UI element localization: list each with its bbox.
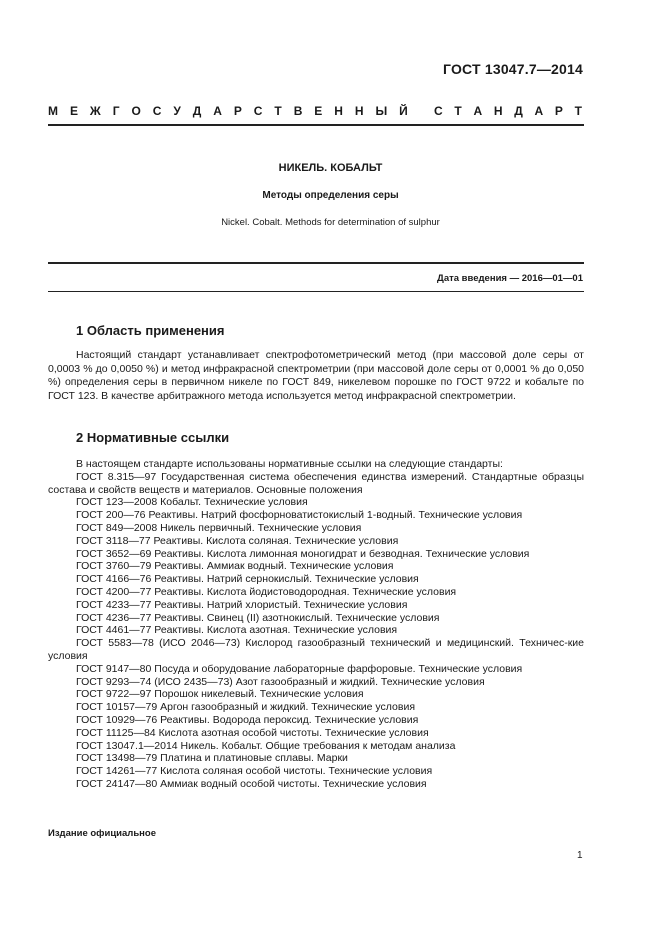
- banner-letter: Н: [334, 104, 343, 118]
- reference-item: ГОСТ 14261—77 Кислота соляная особой чистоты. Технические условия: [76, 765, 433, 778]
- official-edition-label: Издание официальное: [48, 828, 156, 839]
- interstate-standard-banner: [48, 104, 582, 118]
- banner-letter: Р: [554, 104, 563, 118]
- banner-letter: Н: [354, 104, 364, 118]
- english-title: Nickel. Cobalt. Methods for determination of sulphur: [221, 217, 440, 228]
- header-rule: [48, 124, 584, 126]
- section-1-heading: 1 Область применения: [76, 323, 225, 338]
- banner-letter: С: [253, 104, 263, 118]
- normative-references-list: [48, 458, 584, 791]
- title-divider: [48, 262, 584, 264]
- reference-item: ГОСТ 5583—78 (ИСО 2046—73) Кислород газообразный технический и медицинский. Техничес-кие условия: [48, 637, 584, 662]
- reference-item: ГОСТ 9722—97 Порошок никелевый. Технические условия: [76, 688, 364, 701]
- banner-letter: Й: [399, 104, 408, 118]
- banner-letter: Д: [514, 104, 523, 118]
- reference-item: ГОСТ 4200—77 Реактивы. Кислота йодистоводородная. Технические условия: [76, 585, 457, 598]
- banner-letter: С: [434, 104, 443, 118]
- reference-item: ГОСТ 849—2008 Никель первичный. Технические условия: [76, 521, 362, 534]
- reference-item: ГОСТ 4461—77 Реактивы. Кислота азотная. Технические условия: [76, 624, 398, 637]
- banner-letter: В: [293, 104, 303, 118]
- banner-letter: Е: [69, 104, 78, 118]
- document-code: ГОСТ 13047.7—2014: [443, 61, 583, 77]
- banner-letter: С: [152, 104, 162, 118]
- reference-item: ГОСТ 11125—84 Кислота азотная особой чистоты. Технические условия: [76, 726, 429, 739]
- reference-item: ГОСТ 9147—80 Посуда и оборудование лабораторные фарфоровые. Технические условия: [76, 662, 523, 675]
- document-title: НИКЕЛЬ. КОБАЛЬТ: [278, 162, 383, 174]
- banner-letter: Н: [493, 104, 503, 118]
- reference-item: ГОСТ 10157—79 Аргон газообразный и жидкий. Технические условия: [76, 701, 416, 714]
- reference-item: ГОСТ 3118—77 Реактивы. Кислота соляная. Технические условия: [76, 534, 399, 547]
- section-2-heading: 2 Нормативные ссылки: [76, 430, 230, 445]
- banner-letter: Ы: [375, 104, 388, 118]
- banner-letter: А: [534, 104, 544, 118]
- banner-letter: Г: [112, 104, 120, 118]
- banner-letter: А: [473, 104, 483, 118]
- date-divider: [48, 291, 584, 292]
- banner-letter: Т: [574, 104, 582, 118]
- page-number: 1: [577, 850, 583, 861]
- reference-item: ГОСТ 13498—79 Платина и платиновые сплавы. Марки: [76, 752, 348, 765]
- banner-letter: Ж: [89, 104, 101, 118]
- banner-letter: Е: [314, 104, 323, 118]
- reference-item: ГОСТ 9293—74 (ИСО 2435—73) Азот газообразный и жидкий. Технические условия: [76, 675, 485, 688]
- banner-letter: Т: [454, 104, 462, 118]
- banner-letter: Д: [192, 104, 202, 118]
- section-1-paragraph: Настоящий стандарт устанавливает спектрофотометрический метод (при массовой доле серы от 0,0003 % до 0,0050 %) и метод инфракрасной спектрометрии (при массовой доле серы от 0,0001 % до 0,050 %) определения серы в первичном никеле по ГОСТ 849, никелевом порошке по ГОСТ 9722 и кобальте по ГОСТ 123. В качестве арбитражного метода используется метод инфракрасной спектрометрии.: [48, 349, 584, 402]
- reference-item: ГОСТ 200—76 Реактивы. Натрий фосфорноватистокислый 1-водный. Технические условия: [76, 509, 523, 522]
- banner-letter: О: [131, 104, 141, 118]
- reference-item: ГОСТ 13047.1—2014 Никель. Кобальт. Общие требования к методам анализа: [76, 739, 456, 752]
- reference-item: ГОСТ 3760—79 Реактивы. Аммиак водный. Технические условия: [76, 560, 394, 573]
- reference-item: ГОСТ 10929—76 Реактивы. Водорода пероксид. Технические условия: [76, 713, 419, 726]
- banner-word-interstate: [48, 104, 408, 118]
- banner-letter: Р: [233, 104, 242, 118]
- reference-item: ГОСТ 123—2008 Кобальт. Технические условия: [76, 496, 308, 509]
- banner-letter: М: [48, 104, 58, 118]
- banner-letter: Т: [274, 104, 282, 118]
- reference-item: ГОСТ 3652—69 Реактивы. Кислота лимонная моногидрат и безводная. Технические условия: [76, 547, 530, 560]
- document-subtitle: Методы определения серы: [262, 190, 399, 201]
- banner-letter: А: [213, 104, 222, 118]
- reference-item: ГОСТ 24147—80 Аммиак водный особой чистоты. Технические условия: [76, 777, 427, 790]
- reference-item: ГОСТ 4166—76 Реактивы. Натрий сернокислый. Технические условия: [76, 573, 419, 586]
- banner-letter: У: [173, 104, 181, 118]
- reference-item: ГОСТ 4233—77 Реактивы. Натрий хлористый. Технические условия: [76, 598, 408, 611]
- introduction-date: Дата введения — 2016—01—01: [437, 273, 583, 284]
- references-intro: В настоящем стандарте использованы нормативные ссылки на следующие стандарты:: [76, 458, 503, 470]
- reference-item: ГОСТ 8.315—97 Государственная система обеспечения единства измерений. Стандартные образцы состава и свойств веществ и материалов. Основные положения: [48, 470, 584, 496]
- reference-item: ГОСТ 4236—77 Реактивы. Свинец (II) азотнокислый. Технические условия: [76, 611, 440, 624]
- banner-word-standard: [434, 104, 582, 118]
